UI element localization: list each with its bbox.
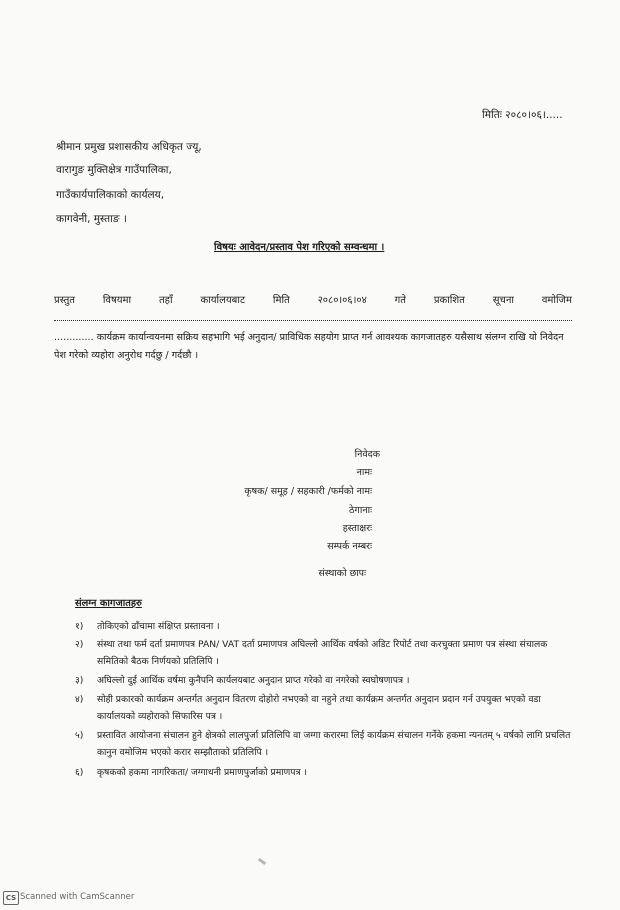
attachment-number: ३): [75, 675, 84, 686]
intro-word: सूचना: [492, 295, 514, 306]
attachment-text: तोकिएको ढाँचामा संक्षिप्त प्रस्तावना ।: [97, 621, 220, 632]
attachment-item: [75, 618, 575, 635]
signature-name-label: नामः: [356, 467, 372, 478]
attachment-text: कृषकको हकमा नागरिकता/ जग्गाधनी प्रमाणपुर्जाको प्रमाणपत्र ।: [97, 767, 307, 778]
intro-word: प्रस्तुत: [54, 295, 75, 306]
attachment-number: १): [75, 621, 84, 632]
intro-word: गते: [394, 295, 406, 306]
signature-org-label: कृषक/ समूह / सहकारी /फर्मको नामः: [244, 486, 372, 497]
attachment-item: [75, 727, 575, 761]
address-line-2: वारागुङ मुक्तिक्षेत्र गाउँपालिका,: [56, 164, 172, 176]
intro-word: कार्यालयबाट: [200, 295, 246, 306]
intro-word: मिति: [272, 295, 290, 306]
attachment-number: २): [75, 639, 84, 650]
intro-body: ............. कार्यक्रम कार्यान्वयनमा सक्रिय सहभागि भई अनुदान/ प्राविधिक सहयोग प्राप्त गर्न आवश्यक कागजातहरु यसैसाथ संलग्न राखि यो निवेदन पेश गरेको व्यहोरा अनुरोध गर्दछु / गर्दछौ ।: [54, 332, 564, 361]
signature-address-label: ठेगानाः: [349, 505, 372, 516]
attachments-title: संलग्न कागजातहरु: [75, 598, 142, 609]
address-line-1: श्रीमान प्रमुख प्रशासकीय अधिकृत ज्यू,: [56, 141, 202, 153]
intro-word: विषयमा: [102, 295, 132, 306]
address-line-4: कागवेनी, मुस्ताङ ।: [56, 213, 127, 225]
signature-sign-label: हस्ताक्षरः: [342, 523, 372, 534]
attachment-item: [75, 764, 575, 781]
attachment-text: संस्था तथा फर्म दर्ता प्रमाणपत्र PAN/ VAT दर्ता प्रमाणपत्र अघिल्लो आर्थिक वर्षको अडिट रिपोर्ट तथा करचुक्ता प्रमाण पत्र संस्था संचालक समितिको बैठक निर्णयको प्रतिलिपि ।: [97, 639, 548, 667]
subject-line: विषयः आवेदन/प्रस्ताव पेश गरिएको सम्वन्धमा ।: [214, 242, 385, 253]
intro-word: तहाँ: [158, 295, 173, 306]
camscanner-logo-icon: CS: [3, 891, 19, 905]
scan-smudge: [258, 858, 266, 865]
attachment-text: अघिल्लो दुई आर्थिक वर्षमा कुनैपनि कार्यलयबाट अनुदान प्राप्त गरेको वा नगरेको स्वघोषणापत्र ।: [97, 675, 410, 686]
attachment-number: ६): [75, 767, 84, 778]
attachment-item: [75, 636, 575, 670]
intro-word: २०८०।०६।०४: [317, 295, 367, 306]
address-line-3: गाउँकार्यपालिकाको कार्यलय,: [56, 189, 165, 201]
attachment-item: [75, 672, 575, 689]
attachment-item: [75, 691, 575, 725]
intro-first-line: [54, 292, 572, 306]
attachment-number: ५): [75, 730, 84, 741]
date-line: मितिः २०८०।०६।.....: [482, 109, 563, 121]
signature-stamp-label: संस्थाको छापः: [318, 568, 366, 579]
intro-word: प्रकाशित: [433, 295, 465, 306]
attachment-text: प्रस्तावित आयोजना संचालन हुने क्षेत्रको लालपुर्जा प्रतिलिपि वा जग्गा करारमा लिई कार्यक्रम संचालन गर्नेके हकमा न्यनतम् ५ वर्षको लागि प्रचलित कानुन वमोजिम भएको करार सम्झौताको प्रतिलिपि ।: [97, 730, 571, 758]
scanner-watermark: Scanned with CamScanner: [20, 892, 135, 902]
attachment-number: ४): [75, 694, 84, 705]
signature-contact-label: सम्पर्क नम्बरः: [327, 541, 372, 552]
blank-dotted-line: [54, 312, 572, 321]
intro-word: वमोजिम: [541, 295, 572, 306]
signature-heading: निवेदक: [354, 449, 380, 460]
attachment-text: सोही प्रकारको कार्यक्रम अन्तर्गत अनुदान वितरण दोहोरो नभएको वा नहुने तथा कार्यक्रम अन्तर्गत अनुदान प्रदान गर्न उपयुक्त भएको वडा कार्यालयको व्यहोराको सिफारिस पत्र ।: [97, 694, 541, 722]
